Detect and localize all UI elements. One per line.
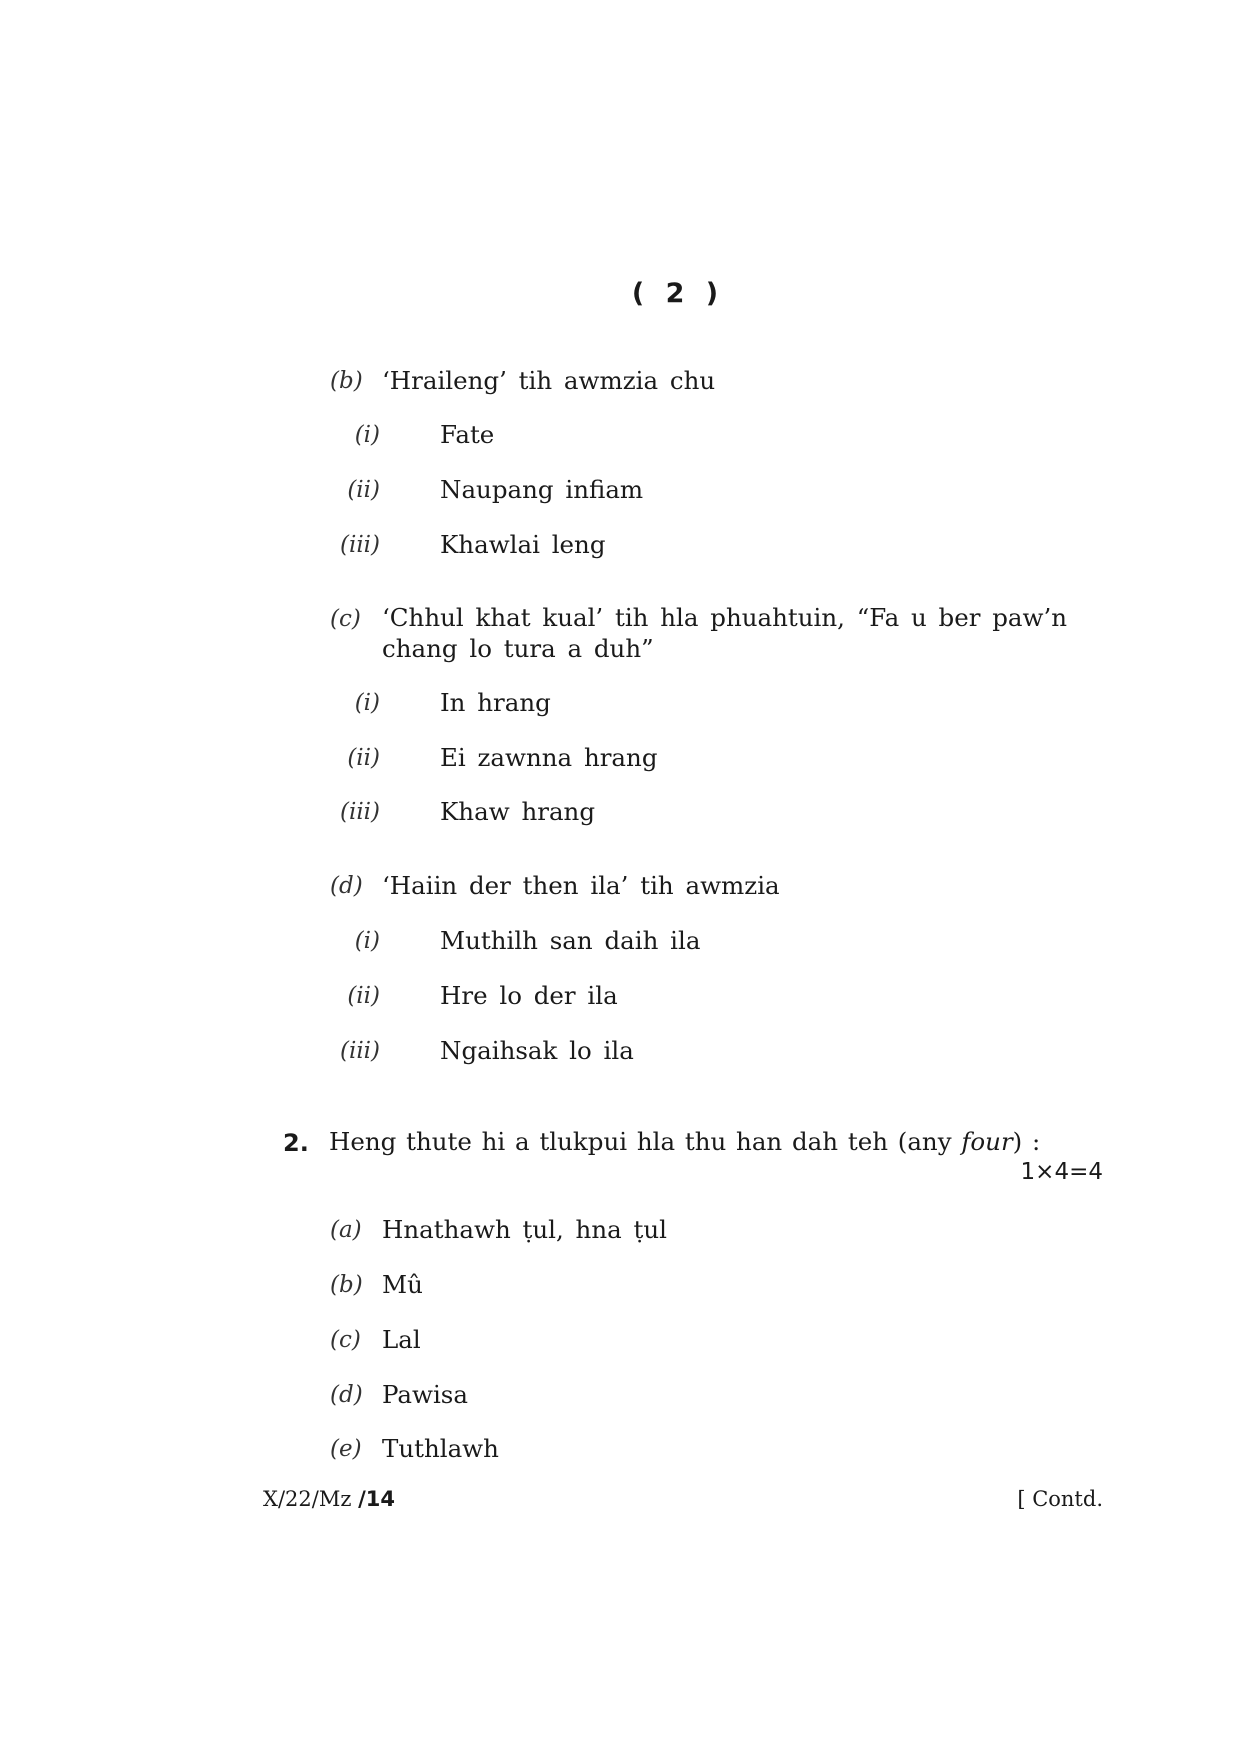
q1d-label: (d) (330, 873, 363, 899)
q2a-label: (a) (330, 1217, 362, 1243)
q1b-opt3-text: Khawlai leng (440, 530, 606, 559)
q1c-text-line2: chang lo tura a duh” (382, 634, 654, 663)
q1c-label: (c) (330, 606, 361, 632)
footer-code (263, 1487, 395, 1511)
q1d-opt3-text: Ngaihsak lo ila (440, 1036, 634, 1065)
q1c-opt1-text: In hrang (440, 688, 551, 717)
q2-prompt (329, 1127, 1040, 1156)
q1c-opt2-text: Ei zawnna hrang (440, 743, 658, 772)
q1d-opt1-label: (i) (354, 928, 380, 954)
q2e-text: Tuthlawh (382, 1434, 499, 1463)
q1d-opt1-text: Muthilh san daih ila (440, 926, 701, 955)
q1b-opt1-text: Fate (440, 420, 495, 449)
footer-contd: [ Contd. (1017, 1487, 1103, 1511)
q2d-label: (d) (330, 1382, 363, 1408)
q1b-label: (b) (330, 368, 363, 394)
q2c-label: (c) (330, 1327, 361, 1353)
page-number: ( 2 ) (631, 278, 725, 309)
q1b-opt2-text: Naupang infiam (440, 475, 644, 504)
q2b-text: Mû (382, 1270, 423, 1299)
q1d-opt2-label: (ii) (347, 983, 380, 1009)
q1d-opt2-text: Hre lo der ila (440, 981, 618, 1010)
footer-code-bold: /14 (358, 1487, 395, 1511)
q1b-text: ‘Hraileng’ tih awmzia chu (382, 366, 716, 395)
q1c-opt3-label: (iii) (340, 799, 381, 825)
q2-prompt-after: ) : (1012, 1127, 1041, 1156)
q1c-opt3-text: Khaw hrang (440, 797, 596, 826)
q2b-label: (b) (330, 1272, 363, 1298)
q1b-opt1-label: (i) (354, 422, 380, 448)
footer-code-text: X/22/Mz (263, 1487, 359, 1511)
q2c-text: Lal (382, 1325, 421, 1354)
q2-number: 2. (283, 1129, 309, 1157)
q1c-text-line1: ‘Chhul khat kual’ tih hla phuahtuin, “Fa u ber paw’n (382, 603, 1068, 632)
q1d-opt3-label: (iii) (340, 1038, 381, 1064)
q1d-text: ‘Haiin der then ila’ tih awmzia (382, 871, 780, 900)
q1c-opt1-label: (i) (354, 690, 380, 716)
q2d-text: Pawisa (382, 1380, 468, 1409)
q2a-text: Hnathawh ṭul, hna ṭul (382, 1215, 667, 1244)
q1b-opt3-label: (iii) (340, 532, 381, 558)
q1c-opt2-label: (ii) (347, 745, 380, 771)
q2-prompt-before: Heng thute hi a tlukpui hla thu han dah teh (any (329, 1127, 962, 1156)
q2e-label: (e) (330, 1436, 362, 1462)
q1b-opt2-label: (ii) (347, 477, 380, 503)
q2-prompt-italic: four (961, 1127, 1013, 1156)
q2-marks: 1×4=4 (1020, 1159, 1103, 1185)
